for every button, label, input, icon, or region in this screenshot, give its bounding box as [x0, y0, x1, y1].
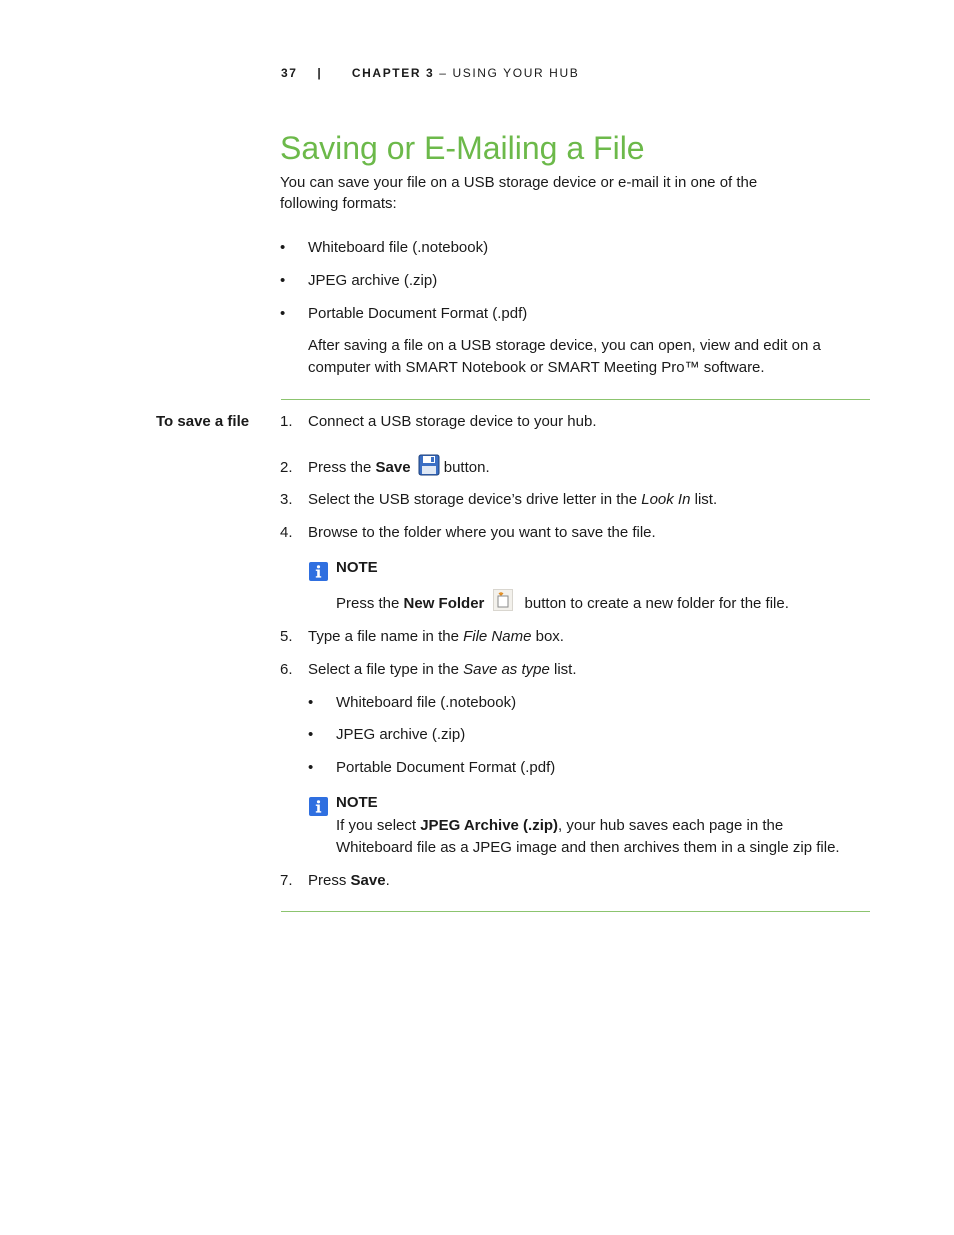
step-7-post: . — [385, 872, 390, 889]
chapter-label: CHAPTER 3 — [351, 66, 435, 80]
step-7-text — [308, 870, 390, 892]
bullet: • — [308, 759, 314, 776]
step-5-post: box. — [531, 628, 564, 645]
note-2-jpeg-archive: JPEG Archive (.zip) — [420, 817, 559, 834]
note-2-line-1 — [336, 815, 783, 837]
step-2-text — [308, 457, 490, 479]
note-1-label: NOTE — [336, 559, 378, 576]
step-5-file-name: File Name — [463, 628, 532, 645]
after-saving-line-2: computer with SMART Notebook or SMART Meeting Pro™ software. — [308, 359, 765, 376]
note-2-pre: If you select — [336, 817, 421, 834]
note-2-label: NOTE — [336, 794, 378, 811]
step-number: 2. — [280, 459, 293, 476]
step-number: 7. — [280, 872, 293, 889]
step-5-text — [308, 626, 564, 648]
save-icon — [418, 454, 440, 476]
note-1-pre: Press the — [336, 595, 404, 612]
bullet: • — [280, 305, 286, 322]
bullet: • — [280, 239, 286, 256]
bullet: • — [308, 694, 314, 711]
step-1-text: Connect a USB storage device to your hub. — [308, 413, 597, 430]
step-number: 1. — [280, 413, 293, 430]
note-1-new-folder: New Folder — [403, 595, 485, 612]
running-header — [281, 66, 579, 80]
step-3-post: list. — [690, 491, 718, 508]
format-item-pdf: Portable Document Format (.pdf) — [308, 305, 528, 322]
step-3-text — [308, 489, 717, 511]
step-number: 3. — [280, 491, 293, 508]
note-1-text — [336, 593, 789, 615]
step-number: 5. — [280, 628, 293, 645]
step-3-look-in: Look In — [641, 491, 691, 508]
type-item-jpeg: JPEG archive (.zip) — [336, 726, 466, 743]
note-2-line-2: Whiteboard file as a JPEG image and then archives them in a single zip file. — [336, 839, 840, 856]
step-7-pre: Press — [308, 872, 351, 889]
step-7-save: Save — [350, 872, 386, 889]
type-item-pdf: Portable Document Format (.pdf) — [336, 759, 556, 776]
procedure-label: To save a file — [156, 413, 250, 430]
header-separator: | — [317, 66, 323, 80]
bullet: • — [280, 272, 286, 289]
format-item-jpeg: JPEG archive (.zip) — [308, 272, 438, 289]
chapter-title: – USING YOUR HUB — [434, 66, 580, 80]
intro-line-2: following formats: — [280, 195, 397, 212]
after-saving-line-1: After saving a file on a USB storage device, you can open, view and edit on a — [308, 337, 821, 354]
page-number: 37 — [281, 66, 298, 80]
step-6-save-as-type: Save as type — [463, 661, 550, 678]
step-6-text — [308, 659, 576, 681]
intro-line-1: You can save your file on a USB storage device or e-mail it in one of the — [280, 174, 758, 191]
step-5-pre: Type a file name in the — [308, 628, 464, 645]
step-2-save-label: Save — [375, 459, 411, 476]
info-icon — [309, 797, 328, 816]
section-divider-top — [281, 399, 870, 400]
format-item-notebook: Whiteboard file (.notebook) — [308, 239, 489, 256]
step-2-post: button. — [439, 459, 490, 476]
section-divider-bottom — [281, 911, 870, 912]
page-title: Saving or E-Mailing a File — [280, 130, 645, 166]
step-number: 4. — [280, 524, 293, 541]
info-icon — [309, 562, 328, 581]
step-3-pre: Select the USB storage device’s drive letter in the — [308, 491, 642, 508]
step-number: 6. — [280, 661, 293, 678]
type-item-notebook: Whiteboard file (.notebook) — [336, 694, 517, 711]
note-2-post: , your hub saves each page in the — [558, 817, 784, 834]
step-4-text: Browse to the folder where you want to save the file. — [308, 524, 656, 541]
note-1-post: button to create a new folder for the file. — [520, 595, 789, 612]
step-6-pre: Select a file type in the — [308, 661, 464, 678]
bullet: • — [308, 726, 314, 743]
step-2-pre: Press the — [308, 459, 376, 476]
step-6-post: list. — [549, 661, 577, 678]
new-folder-icon — [493, 589, 513, 611]
